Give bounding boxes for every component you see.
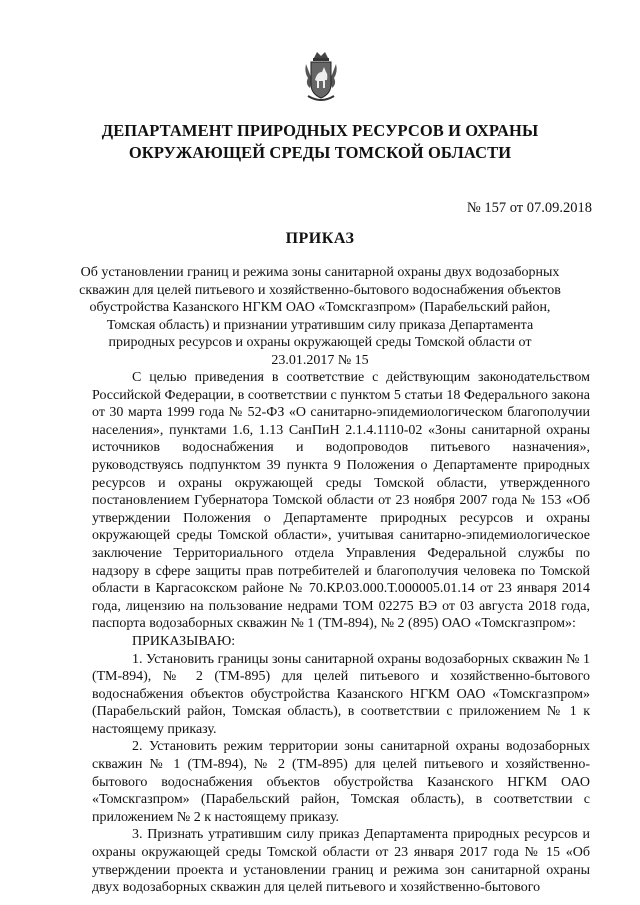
document-body [92,369,590,897]
order-subject: Об установлении границ и режима зоны санитарной охраны двух водозаборных скважин для целей питьевого и хозяйственно-бытового водоснабжения объектов обустройства Казанского НГКМ ОАО «Томскгазпром» (Парабельский район, Томская область) и признании утратившим силу приказа Департамента природных ресурсов и охраны окружающей среды Томской области от 23.01.2017 № 15 [79,265,561,368]
order-item-2: 2. Установить режим территории зоны санитарной охраны водозаборных скважин № 1 (ТМ-894), № 2 (ТМ-895) для целей питьевого и хозяйственно-бытового водоснабжения объектов обустройства Казанского НГКМ ОАО «Томскгазпром» (Парабельский район, Томская область), в соответствии с приложением № 2 к настоящему приказу. [92,739,590,825]
order-item-3: 3. Признать утратившим силу приказ Департамента природных ресурсов и охраны окружающей среды Томской области от 23 января 2017 года № 15 «Об утверждении проекта и установлении границ и режима зон санитарной охраны двух водозаборных скважин для целей питьевого и хозяйственно-бытового [92,827,590,896]
order-word: ПРИКАЗЫВАЮ: [132,633,236,649]
order-item-1: 1. Установить границы зоны санитарной охраны водозаборных скважин № 1 (ТМ-894), № 2 (ТМ-895) для целей питьевого и хозяйственно-бытового водоснабжения объектов обустройства Казанского НГКМ ОАО «Томскгазпром» (Парабельский район, Томская область), в соответствии с приложением № 1 к настоящему приказу. [92,651,590,737]
preamble-paragraph: С целью приведения в соответствие с действующим законодательством Российской Федерации, в соответствии с пунктом 5 статьи 18 Федерального закона от 30 марта 1999 года № 52-ФЗ «О санитарно-эпидемиологическом благополучии населения», пунктами 1.6, 1.13 СанПиН 2.1.4.1110-02 «Зоны санитарной охраны источников водоснабжения и водопроводов питьевого назначения», руководствуясь подпунктом 39 пункта 9 Положения о Департаменте природных ресурсов и охраны окружающей среды Томской области, утвержденного постановлением Губернатора Томской области от 23 ноября 2007 года № 153 «Об утверждении Положения о Департаменте природных ресурсов и охраны окружающей среды Томской области», учитывая санитарно-эпидемиологическое заключение Территориального отдела Управления Федеральной службы по надзору в сфере защиты прав потребителей и благополучия человека по Томской области в Каргасокском районе № 70.КР.03.000.Т.000005.01.14 от 23 января 2014 года, лицензию на пользование недрами ТОМ 02275 ВЭ от 03 августа 2018 года, паспорта водозаборных скважин № 1 (ТМ-894), № 2 (895) ОАО «Томскгазпром»: [92,370,590,632]
order-number-date: № 157 от 07.09.2018 [466,200,592,216]
document-type-title: ПРИКАЗ [285,230,355,247]
department-name: ДЕПАРТАМЕНТ ПРИРОДНЫХ РЕСУРСОВ И ОХРАНЫ ОКРУЖАЮЩЕЙ СРЕДЫ ТОМСКОЙ ОБЛАСТИ [101,121,539,162]
tomsk-coat-of-arms-icon [300,50,342,104]
